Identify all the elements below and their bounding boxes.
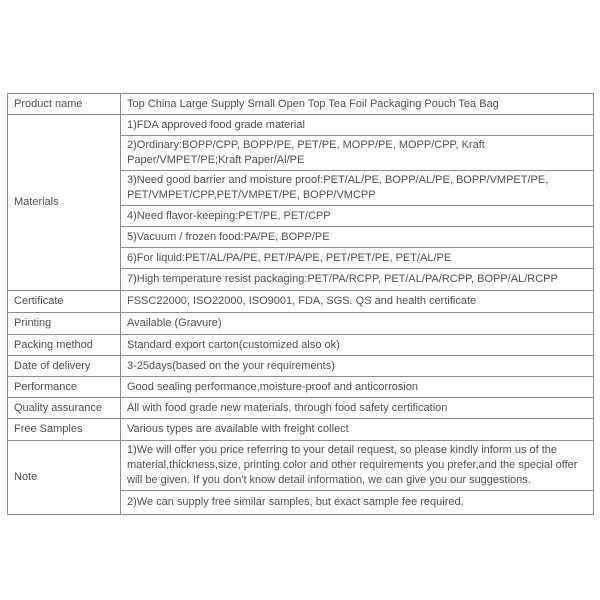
- materials-label: Materials: [8, 115, 121, 291]
- performance-label: Performance: [8, 377, 121, 398]
- table-row: [8, 335, 594, 356]
- printing-label: Printing: [8, 313, 121, 335]
- table-row: [8, 115, 594, 136]
- printing-value: Available (Gravure): [121, 313, 594, 335]
- product-name-label: Product name: [8, 94, 121, 115]
- certificate-value: FSSC22000, ISO22000, ISO9001, FDA, SGS. QS and health certificate: [121, 291, 594, 313]
- packing-method-value: Standard export carton(customized also ok): [121, 335, 594, 356]
- table-row: [8, 377, 594, 398]
- note-item: 2)We can supply free similar samples, but exact sample fee required.: [121, 491, 594, 515]
- materials-item: 2)Ordinary:BOPP/CPP, BOPP/PE, PET/PE, MOPP/PE, MOPP/CPP, Kraft Paper/VMPET/PE;Kraft Paper/Al/PE: [121, 136, 594, 171]
- table-row: [8, 441, 594, 491]
- performance-value: Good sealing performance,moisture-proof and anticorrosion: [121, 377, 594, 398]
- materials-item: 5)Vacuum / frozen food:PA/PE, BOPP/PE: [121, 227, 594, 248]
- materials-item: 1)FDA approved food grade material: [121, 115, 594, 136]
- free-samples-value: Various types are available with freight collect: [121, 419, 594, 441]
- certificate-label: Certificate: [8, 291, 121, 313]
- table-row: [8, 94, 594, 115]
- table-row: [8, 313, 594, 335]
- materials-item: 3)Need good barrier and moisture proof:PET/AL/PE, BOPP/AL/PE, BOPP/VMPET/PE, PET/VMPET/CPP,PET/VMPET/PE, BOPP/VMCPP: [121, 171, 594, 206]
- product-name-value: Top China Large Supply Small Open Top Tea Foil Packaging Pouch Tea Bag: [121, 94, 594, 115]
- table-row: [8, 419, 594, 441]
- date-of-delivery-value: 3-25days(based on the your requirements): [121, 356, 594, 377]
- date-of-delivery-label: Date of delivery: [8, 356, 121, 377]
- free-samples-label: Free Samples: [8, 419, 121, 441]
- materials-item: 7)High temperature resist packaging:PET/PA/RCPP, PET/AL/PA/RCPP, BOPP/AL/RCPP: [121, 269, 594, 291]
- note-item: 1)We will offer you price referring to your detail request, so please kindly inform us of the material,thickness,size, printing color and other requirements you prefer,and the special offer will be given. If you don't know detail information, we can give you our suggestions.: [121, 441, 594, 491]
- packing-method-label: Packing method: [8, 335, 121, 356]
- table-row: [8, 291, 594, 313]
- quality-assurance-value: All with food grade new materials, through food safety certification: [121, 398, 594, 419]
- table-row: [8, 356, 594, 377]
- materials-item: 4)Need flavor-keeping:PET/PE, PET/CPP: [121, 206, 594, 227]
- product-spec-table: [7, 93, 594, 515]
- table-row: [8, 398, 594, 419]
- materials-item: 6)For liquid:PET/AL/PA/PE, PET/PA/PE, PET/PET/PE, PET/AL/PE: [121, 248, 594, 269]
- quality-assurance-label: Quality assurance: [8, 398, 121, 419]
- note-label: Note: [8, 441, 121, 515]
